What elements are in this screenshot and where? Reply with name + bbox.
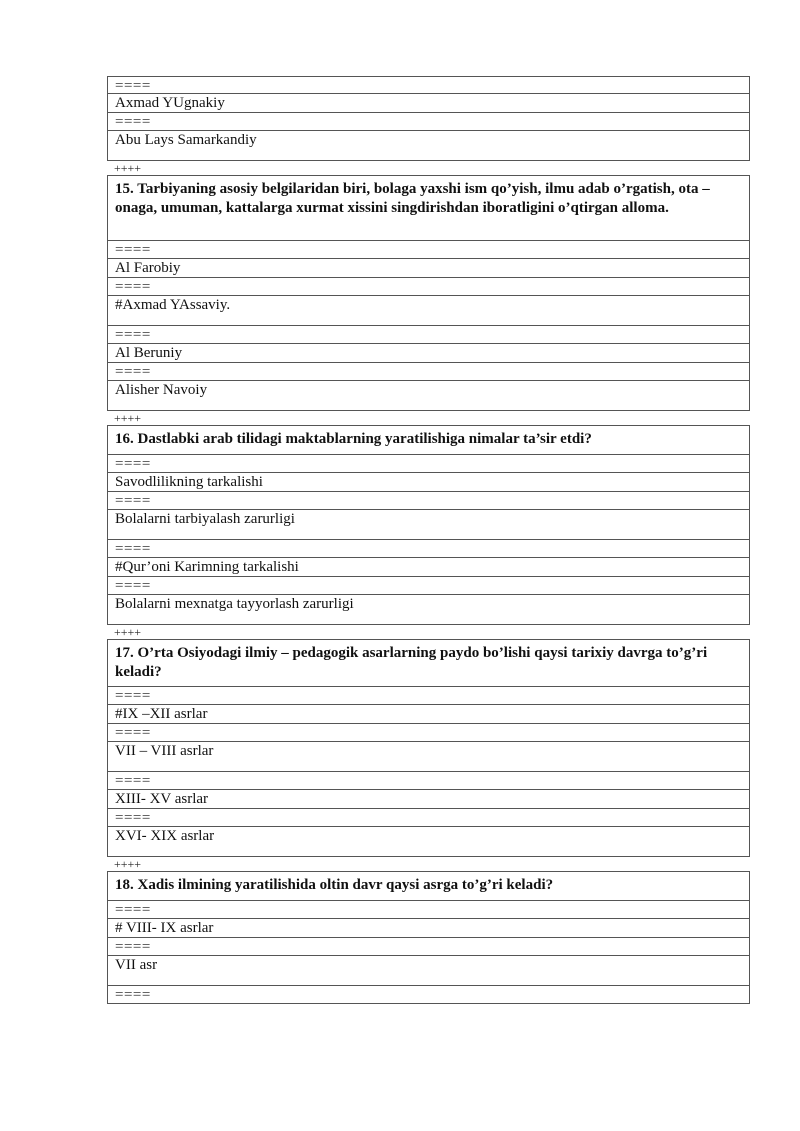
question-divider: ++++ <box>114 857 142 871</box>
separator: ==== <box>107 577 750 595</box>
separator: ==== <box>107 326 750 344</box>
question-text: 15. Tarbiyaning asosiy belgilaridan biri, bolaga yaxshi ism qo’yish, ilmu adab o’rgatish, ota –onaga, umuman, kattalarga xurmat xissini singdirishdan iboratligini o’qtirgan alloma. <box>107 175 750 241</box>
question-text: 16. Dastlabki arab tilidagi maktablarning yaratilishiga nimalar ta’sir etdi? <box>107 425 750 455</box>
answer-option: VII – VIII asrlar <box>107 742 750 772</box>
separator: ==== <box>107 455 750 473</box>
question-divider: ++++ <box>114 411 142 425</box>
test-document <box>107 76 750 1004</box>
separator: ==== <box>107 724 750 742</box>
separator: ==== <box>107 540 750 558</box>
question-text: 17. O’rta Osiyodagi ilmiy – pedagogik asarlarning paydo bo’lishi qaysi tarixiy davrga to’g’ri keladi? <box>107 639 750 687</box>
answer-option: #IX –XII asrlar <box>107 705 750 724</box>
separator: ==== <box>107 363 750 381</box>
question-divider: ++++ <box>114 161 142 175</box>
answer-option: Bolalarni mexnatga tayyorlash zarurligi <box>107 595 750 625</box>
question-text: 18. Xadis ilmining yaratilishida oltin davr qaysi asrga to’g’ri keladi? <box>107 871 750 901</box>
separator: ==== <box>107 901 750 919</box>
top-block <box>107 76 750 161</box>
separator: ==== <box>107 938 750 956</box>
separator: ==== <box>107 809 750 827</box>
separator: ==== <box>107 687 750 705</box>
answer-option: #Qur’oni Karimning tarkalishi <box>107 558 750 577</box>
question-divider: ++++ <box>114 625 142 639</box>
answer-option: # VIII- IX asrlar <box>107 919 750 938</box>
question-block-17 <box>107 639 750 857</box>
answer-option: Al Farobiy <box>107 259 750 278</box>
separator: ==== <box>107 241 750 259</box>
separator: ==== <box>107 986 750 1004</box>
separator: ==== <box>107 113 750 131</box>
separator: ==== <box>107 492 750 510</box>
separator: ==== <box>107 278 750 296</box>
answer-option: VII asr <box>107 956 750 986</box>
answer-option: Bolalarni tarbiyalash zarurligi <box>107 510 750 540</box>
question-block-18 <box>107 871 750 1004</box>
answer-option: XVI- XIX asrlar <box>107 827 750 857</box>
question-block-15 <box>107 175 750 411</box>
question-block-16 <box>107 425 750 625</box>
answer-option: Abu Lays Samarkandiy <box>107 131 750 161</box>
separator: ==== <box>107 76 750 94</box>
answer-option: Al Beruniy <box>107 344 750 363</box>
separator: ==== <box>107 772 750 790</box>
answer-option: XIII- XV asrlar <box>107 790 750 809</box>
answer-option: Savodlilikning tarkalishi <box>107 473 750 492</box>
answer-option: Alisher Navoiy <box>107 381 750 411</box>
answer-option: #Axmad YAssaviy. <box>107 296 750 326</box>
answer-option: Axmad YUgnakiy <box>107 94 750 113</box>
